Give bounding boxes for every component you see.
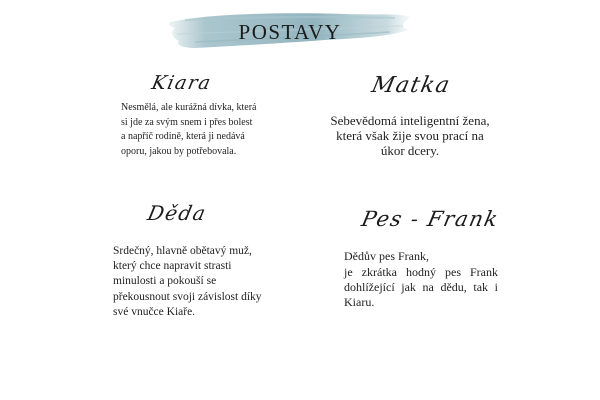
character-name-matka: Matka xyxy=(369,73,454,98)
character-description-pes-line1: Dědův pes Frank, xyxy=(344,249,429,263)
character-name-kiara: Kiara xyxy=(149,72,214,94)
character-description-pes-rest: je zkrátka hodný pes Frank dohlížející jak na dědu, tak i Kiaru. xyxy=(344,265,498,309)
character-description-deda: Srdečný, hlavně obětavý muž, který chce napravit strasti minulosti a pokouší se překousnout svoji závislost díky své vnučce Kiaře. xyxy=(113,245,262,318)
title-banner xyxy=(165,8,415,52)
character-name-pes-frank: Pes - Frank xyxy=(359,207,502,231)
character-description-matka: Sebevědomá inteligentní žena, která však žije svou prací na úkor dcery. xyxy=(330,113,490,158)
page-title: POSTAVY xyxy=(238,20,342,44)
character-name-deda: Děda xyxy=(145,201,210,225)
character-description-kiara: Nesmělá, ale kurážná dívka, která si jde za svým snem i přes bolest a napříč rodině, která ji nedává oporu, jakou by potřebovala. xyxy=(121,102,257,157)
